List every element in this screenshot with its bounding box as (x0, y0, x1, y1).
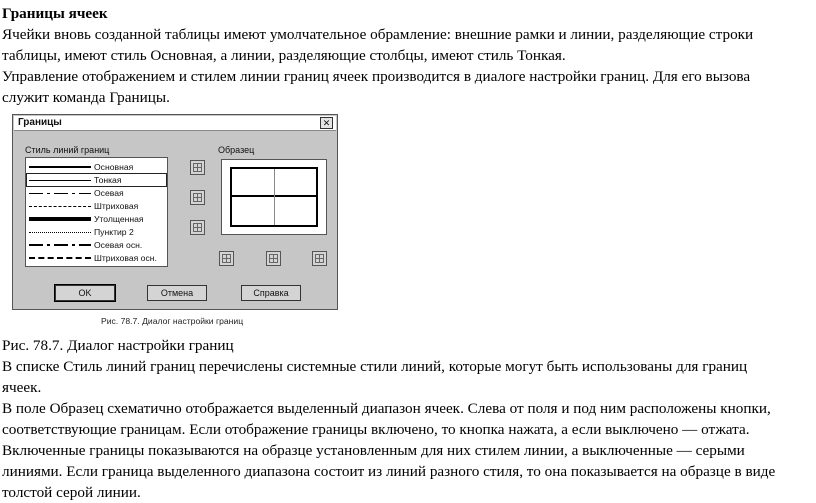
border-top-button[interactable] (190, 160, 205, 175)
intro-line-3: Управление отображением и стилем линии границ ячеек производится в диалоге настройки границ. Для его вызова (2, 68, 751, 85)
dialog-title: Границы (18, 117, 62, 128)
list-item-label: Штриховая осн. (94, 253, 157, 263)
cancel-button[interactable]: Отмена (147, 285, 207, 301)
border-bottom-icon (193, 223, 202, 232)
border-left-icon (222, 254, 231, 263)
ok-button[interactable]: OK (55, 285, 115, 301)
figure-caption: Рис. 78.7. Диалог настройки границ (2, 337, 234, 354)
body-line-5: Включенные границы показываются на образце установленным для них стилем линии, а выключенные — серыми (2, 442, 745, 459)
body-line-1: В списке Стиль линий границ перечислены системные стили линий, которые могут быть использованы для границ (2, 358, 748, 375)
list-item-osevaya[interactable] (27, 187, 166, 199)
body-line-2: ячеек. (2, 379, 42, 396)
style-group-label: Стиль линий границ (25, 145, 110, 155)
line-sample (29, 166, 91, 168)
border-right-button[interactable] (312, 251, 327, 266)
close-icon[interactable]: ✕ (320, 117, 333, 129)
list-item-utolshchennaya[interactable] (27, 213, 166, 225)
border-bottom-button[interactable] (190, 220, 205, 235)
border-middle-vertical-button[interactable] (266, 251, 281, 266)
list-item-shtrikhovaya-osn[interactable] (27, 252, 166, 264)
list-item-label: Утолщенная (94, 214, 144, 224)
intro-line-4: служит команда Границы. (2, 89, 170, 106)
list-item-label: Осевая (94, 188, 124, 198)
sample-vertical-line (274, 169, 275, 225)
screenshot-caption: Рис. 78.7. Диалог настройки границ (101, 316, 244, 326)
border-middle-horizontal-button[interactable] (190, 190, 205, 205)
line-sample (29, 193, 91, 194)
line-sample (29, 180, 91, 181)
list-item-label: Осевая осн. (94, 240, 143, 250)
intro-line-1: Ячейки вновь созданной таблицы имеют умолчательное обрамление: внешние рамки и линии, разделяющие строки (2, 26, 754, 43)
body-line-7: толстой серой линии. (2, 484, 141, 501)
line-sample (29, 244, 91, 246)
list-item-label: Пунктир 2 (94, 227, 134, 237)
list-item-osnovnaya[interactable] (27, 161, 166, 173)
help-button[interactable]: Справка (241, 285, 301, 301)
list-item-tonkaya[interactable] (27, 174, 166, 186)
body-line-3: В поле Образец схематично отображается выделенный диапазон ячеек. Слева от поля и под ним расположены кнопки, (2, 400, 771, 417)
article-heading: Границы ячеек (2, 5, 108, 22)
sample-frame (230, 167, 318, 227)
line-sample (29, 206, 91, 207)
border-left-button[interactable] (219, 251, 234, 266)
border-horizontal-icon (193, 193, 202, 202)
dialog-screenshot (4, 111, 342, 329)
dialog-titlebar (14, 116, 336, 131)
border-top-icon (193, 163, 202, 172)
sample-group-label: Образец (218, 145, 255, 155)
borders-dialog (12, 114, 338, 310)
list-item-punktir-2[interactable] (27, 226, 166, 238)
list-item-label: Тонкая (94, 175, 122, 185)
intro-line-2: таблицы, имеют стиль Основная, а линии, разделяющие столбцы, имеют стиль Тонкая. (2, 47, 566, 64)
sample-preview (221, 159, 327, 235)
body-line-4: соответствующие границам. Если отображение границы включено, то кнопка нажата, а если выключено — отжата. (2, 421, 750, 438)
list-item-label: Основная (94, 162, 134, 172)
line-sample (29, 257, 91, 259)
border-vertical-icon (269, 254, 278, 263)
list-item-shtrikhovaya[interactable] (27, 200, 166, 212)
body-line-6: линиями. Если граница выделенного диапазона состоит из линий разного стиля, то она показывается на образце в виде (2, 463, 776, 480)
line-sample (29, 217, 91, 221)
line-sample (29, 232, 91, 233)
border-right-icon (315, 254, 324, 263)
list-item-label: Штриховая (94, 201, 139, 211)
list-item-osevaya-osn[interactable] (27, 239, 166, 251)
line-style-list[interactable] (25, 157, 168, 267)
